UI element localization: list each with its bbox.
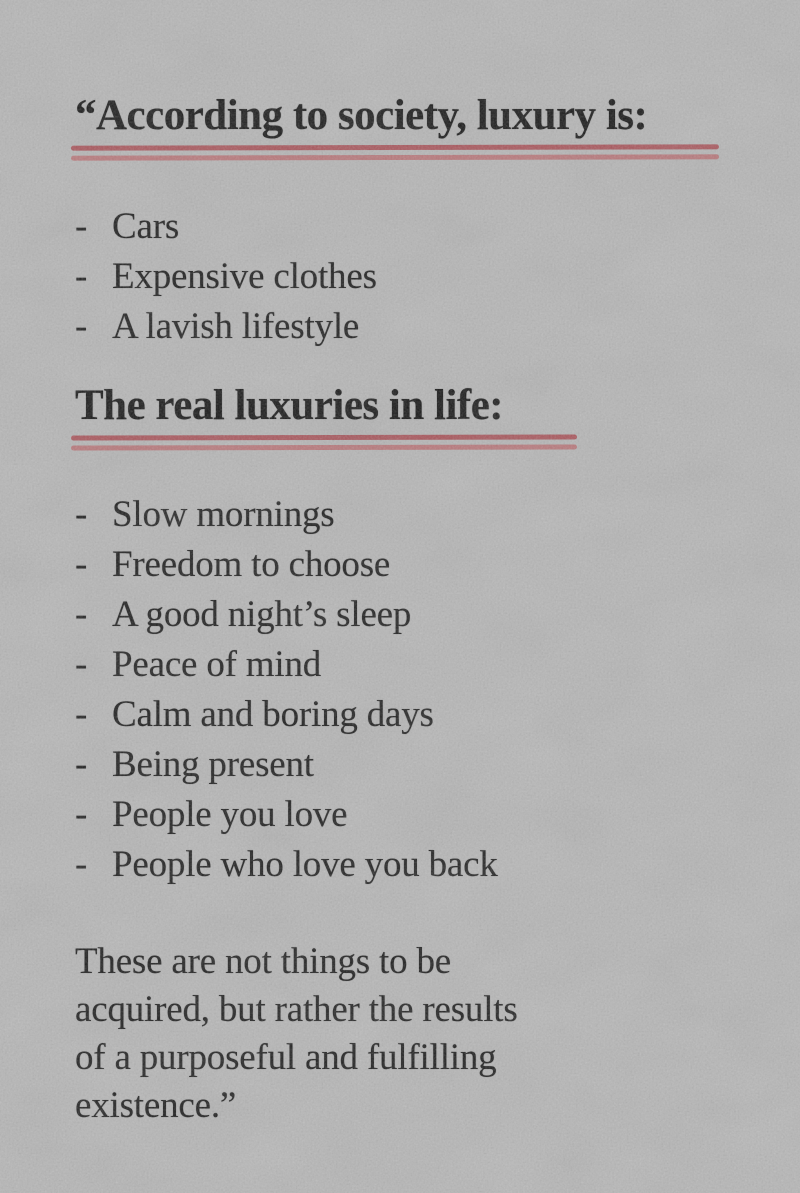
dash-bullet: - <box>75 544 88 585</box>
list-item-label: Peace of mind <box>112 644 322 685</box>
list-item-label: A lavish lifestyle <box>112 306 360 347</box>
list-item <box>75 490 745 540</box>
list-item <box>75 540 745 590</box>
red-double-underline <box>71 144 719 160</box>
real-luxuries-heading: The real luxuries in life: <box>75 382 504 429</box>
dash-bullet: - <box>75 256 88 297</box>
list-item-label: Freedom to choose <box>112 544 391 585</box>
dash-bullet: - <box>75 494 88 535</box>
dash-bullet: - <box>75 694 88 735</box>
real-luxuries-list <box>75 490 745 890</box>
real-luxuries-section <box>75 382 745 890</box>
list-item-label: Slow mornings <box>112 494 335 535</box>
dash-bullet: - <box>75 206 88 247</box>
society-heading: “According to society, luxury is: <box>75 92 648 139</box>
society-list <box>75 202 745 352</box>
list-item-label: Expensive clothes <box>112 256 377 297</box>
list-item <box>75 640 745 690</box>
list-item <box>75 252 745 302</box>
list-item <box>75 202 745 252</box>
underline-stroke <box>71 434 577 440</box>
closing-line: of a purposeful and fulfilling <box>75 1037 497 1078</box>
list-item <box>75 302 745 352</box>
dash-bullet: - <box>75 744 88 785</box>
list-item-label: A good night’s sleep <box>112 594 412 635</box>
underline-stroke <box>71 444 577 450</box>
dash-bullet: - <box>75 844 88 885</box>
list-item-label: Cars <box>112 206 180 247</box>
list-item <box>75 840 745 890</box>
list-item-label: People who love you back <box>112 844 498 885</box>
list-item <box>75 790 745 840</box>
list-item <box>75 690 745 740</box>
dash-bullet: - <box>75 644 88 685</box>
underline-stroke <box>71 144 719 150</box>
closing-line: These are not things to be <box>75 941 452 982</box>
list-item <box>75 590 745 640</box>
closing-line: acquired, but rather the results <box>75 989 518 1030</box>
closing-line: existence.” <box>75 1085 237 1126</box>
dash-bullet: - <box>75 794 88 835</box>
list-item <box>75 740 745 790</box>
list-item-label: People you love <box>112 794 348 835</box>
red-double-underline <box>71 434 577 450</box>
society-section <box>75 92 745 352</box>
underline-stroke <box>71 154 719 160</box>
closing-paragraph <box>75 938 745 1130</box>
list-item-label: Calm and boring days <box>112 694 434 735</box>
dash-bullet: - <box>75 306 88 347</box>
dash-bullet: - <box>75 594 88 635</box>
list-item-label: Being present <box>112 744 314 785</box>
